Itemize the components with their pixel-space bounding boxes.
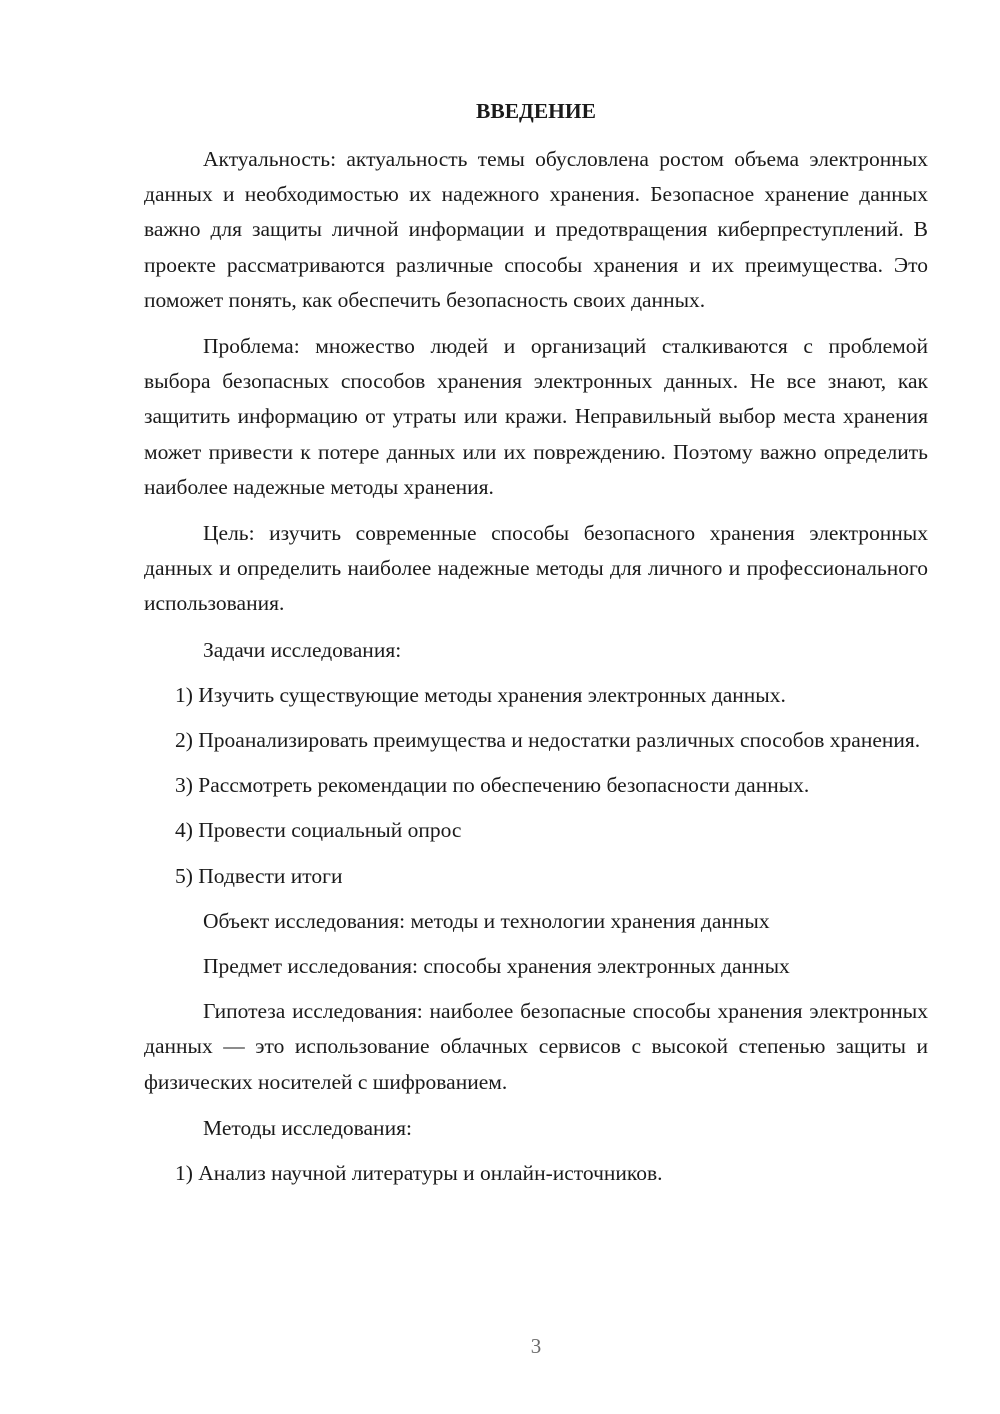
task-item-3: 3) Рассмотреть рекомендации по обеспечению безопасности данных.: [175, 773, 810, 798]
methods-heading: Методы исследования:: [203, 1115, 412, 1140]
task-item-5: 5) Подвести итоги: [175, 863, 343, 888]
relevance-paragraph: Актуальность: актуальность темы обусловлена ростом объема электронных данных и необходимостью их надежного хранения. Безопасное хранение данных важно для защиты личной информации и предотвращения киберпреступлений. В проекте рассматриваются различные способы хранения и их преимущества. Это поможет понять, как обеспечить безопасность своих данных.: [144, 147, 928, 312]
research-subject: Предмет исследования: способы хранения электронных данных: [203, 954, 790, 979]
tasks-heading: Задачи исследования:: [203, 637, 402, 662]
document-page: [144, 96, 928, 1201]
method-item-1: 1) Анализ научной литературы и онлайн-источников.: [175, 1161, 663, 1186]
hypothesis-paragraph: Гипотеза исследования: наиболее безопасные способы хранения электронных данных — это использование облачных сервисов с высокой степенью защиты и физических носителей с шифрованием.: [144, 999, 928, 1094]
task-item-2: 2) Проанализировать преимущества и недостатки различных способов хранения.: [175, 728, 921, 753]
section-heading: ВВЕДЕНИЕ: [476, 99, 596, 123]
research-object: Объект исследования: методы и технологии хранения данных: [203, 908, 770, 933]
task-item-1: 1) Изучить существующие методы хранения электронных данных.: [175, 682, 786, 707]
task-item-4: 4) Провести социальный опрос: [175, 818, 462, 843]
goal-paragraph: Цель: изучить современные способы безопасного хранения электронных данных и определить наиболее надежные методы для личного и профессионального использования.: [144, 521, 928, 616]
problem-paragraph: Проблема: множество людей и организаций сталкиваются с проблемой выбора безопасных способов хранения электронных данных. Не все знают, как защитить информацию от утраты или кражи. Неправильный выбор места хранения может привести к потере данных или их повреждению. Поэтому важно определить наиболее надежные методы хранения.: [144, 334, 928, 499]
page-number: 3: [530, 1334, 542, 1358]
